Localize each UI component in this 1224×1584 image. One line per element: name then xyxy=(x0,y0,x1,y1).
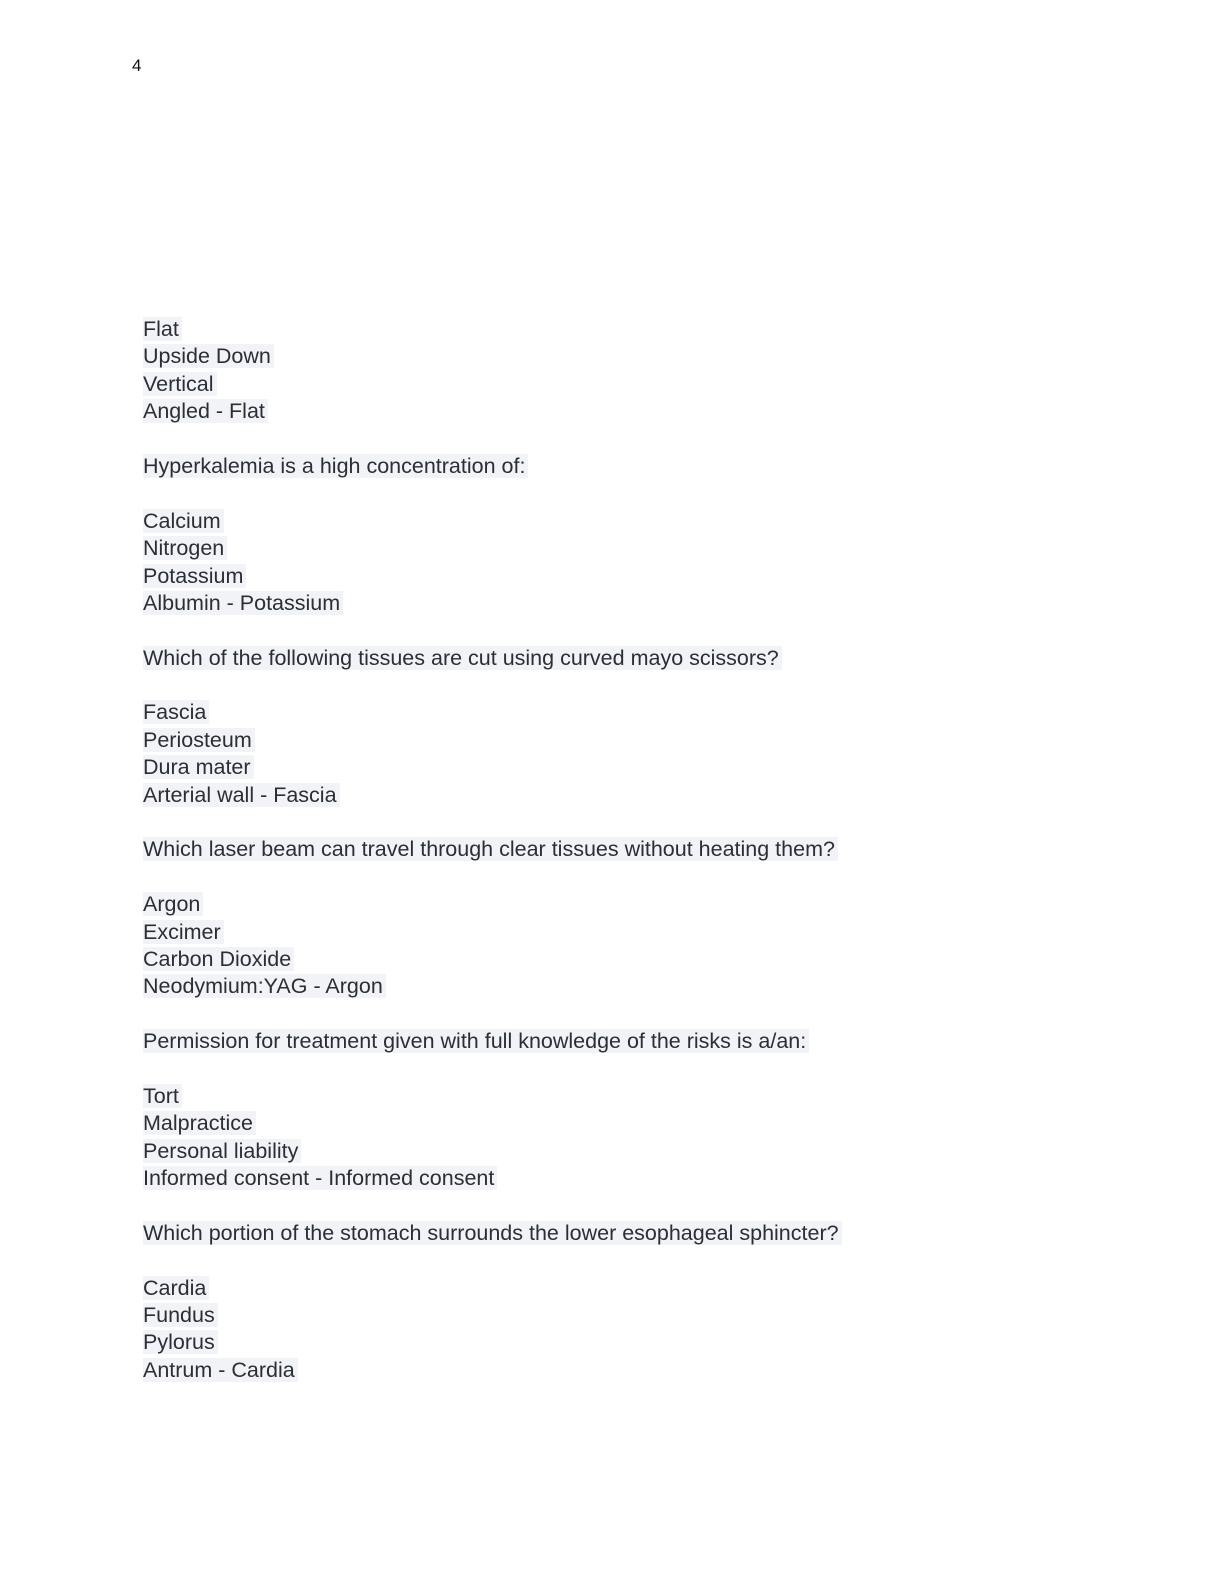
option-line: Dura mater xyxy=(143,754,1093,781)
option-line: Nitrogen xyxy=(143,535,1093,562)
option-line: Fundus xyxy=(143,1302,1093,1329)
page-number: 4 xyxy=(132,56,142,75)
question-text: Which portion of the stomach surrounds the lower esophageal sphincter? xyxy=(143,1220,1093,1247)
option-line: Periosteum xyxy=(143,727,1093,754)
answer-line: Angled - Flat xyxy=(143,398,1093,425)
question-text: Which laser beam can travel through clear tissues without heating them? xyxy=(143,836,1093,863)
option-line: Malpractice xyxy=(143,1110,1093,1137)
question-block xyxy=(143,1220,1093,1384)
answer-line: Neodymium:YAG - Argon xyxy=(143,973,1093,1000)
answer-line: Informed consent - Informed consent xyxy=(143,1165,1093,1192)
option-line: Excimer xyxy=(143,919,1093,946)
question-block xyxy=(143,645,1093,809)
option-line: Personal liability xyxy=(143,1138,1093,1165)
option-line: Tort xyxy=(143,1083,1093,1110)
answer-line: Albumin - Potassium xyxy=(143,590,1093,617)
option-line: Calcium xyxy=(143,508,1093,535)
option-line: Potassium xyxy=(143,563,1093,590)
answer-line: Arterial wall - Fascia xyxy=(143,782,1093,809)
option-line: Upside Down xyxy=(143,343,1093,370)
option-line: Pylorus xyxy=(143,1329,1093,1356)
option-line: Argon xyxy=(143,891,1093,918)
quiz-content xyxy=(143,316,1093,1384)
option-line: Vertical xyxy=(143,371,1093,398)
option-line: Flat xyxy=(143,316,1093,343)
answer-line: Antrum - Cardia xyxy=(143,1357,1093,1384)
option-line: Cardia xyxy=(143,1275,1093,1302)
question-text: Hyperkalemia is a high concentration of: xyxy=(143,453,1093,480)
option-line: Carbon Dioxide xyxy=(143,946,1093,973)
question-block xyxy=(143,836,1093,1000)
option-line: Fascia xyxy=(143,699,1093,726)
question-text: Permission for treatment given with full knowledge of the risks is a/an: xyxy=(143,1028,1093,1055)
question-text: Which of the following tissues are cut using curved mayo scissors? xyxy=(143,645,1093,672)
question-block xyxy=(143,1028,1093,1192)
leading-options-block xyxy=(143,316,1093,426)
question-block xyxy=(143,453,1093,617)
